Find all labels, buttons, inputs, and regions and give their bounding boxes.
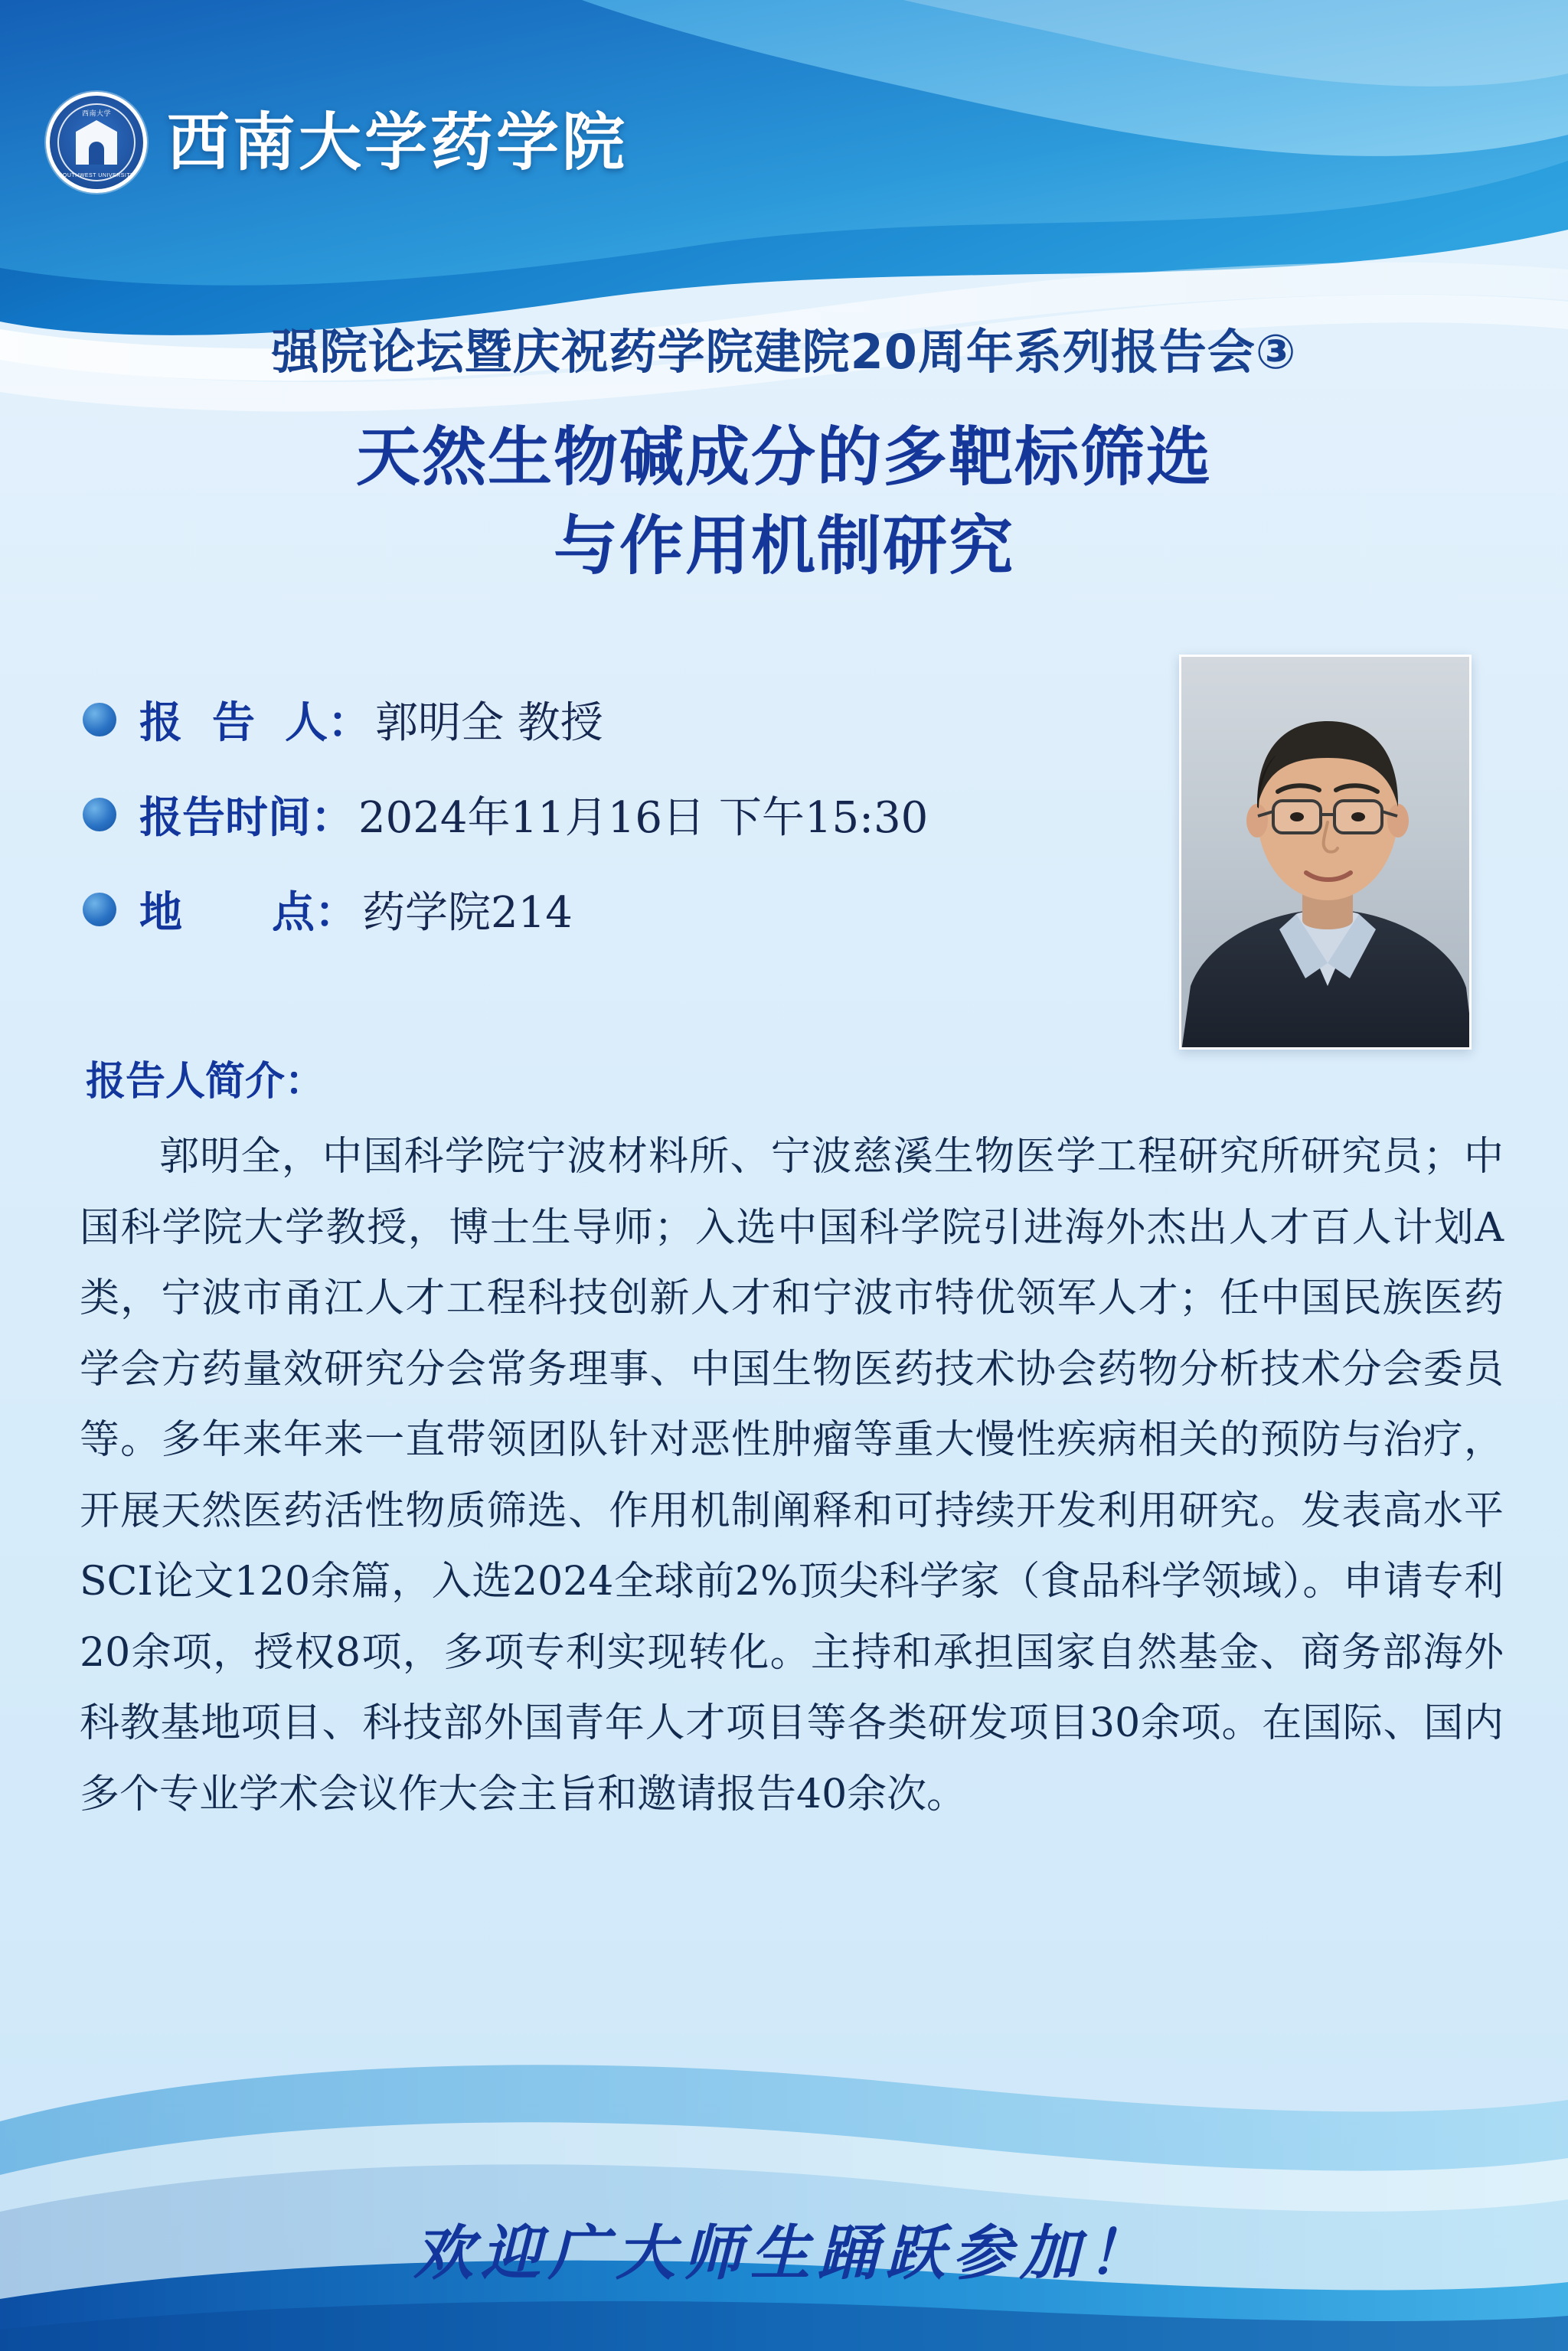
speaker-portrait xyxy=(1179,655,1472,1050)
main-title-line-2: 与作用机制研究 xyxy=(553,508,1014,583)
info-row-speaker xyxy=(83,689,1101,750)
institution-logo xyxy=(46,92,628,193)
bio-heading: 报告人简介： xyxy=(86,1059,325,1105)
logo-text: 西南大学药学院 xyxy=(167,106,629,179)
bullet-icon xyxy=(83,798,116,831)
bio-text: 郭明全，中国科学院宁波材料所、宁波慈溪生物医学工程研究所研究员；中国科学院大学教授，博士生导师；入选中国科学院引进海外杰出人才百人计划A类，宁波市甬江人才工程科技创新人才和宁波市特优领军人才；任中国民族医药学会方药量效研究分会常务理事、中国生物医药技术协会药物分析技术分会委员等。多年来年来一直带领团队针对恶性肿瘤等重大慢性疾病相关的预防与治疗，开展天然医药活性物质筛选、作用机制阐释和可持续开发利用研究。发表高水平SCI论文120余篇，入选2024全球前2%顶尖科学家（食品科学领域）。申请专利20余项，授权8项，多项专利实现转化。主持和承担国家自然基金、商务部海外科教基地项目、科技部外国青年人才项目等各类研发项目30余项。在国际、国内多个专业学术会议作大会主旨和邀请报告40余次。 xyxy=(80,1134,1504,1817)
welcome-slogan: 欢迎广大师生踊跃参加！ xyxy=(413,2219,1155,2288)
speaker-label: 报 告 人： xyxy=(139,698,371,748)
university-seal-icon xyxy=(46,92,147,193)
event-info xyxy=(83,689,1101,974)
bullet-icon xyxy=(83,893,116,926)
location-label: 地 点： xyxy=(139,888,358,938)
info-row-time xyxy=(83,784,1101,845)
bullet-icon xyxy=(83,703,116,736)
page-title xyxy=(0,413,1568,591)
bottom-banner xyxy=(0,2029,1568,2351)
time-label: 报告时间： xyxy=(139,793,354,843)
series-title: 强院论坛暨庆祝药学院建院20周年系列报告会③ xyxy=(271,324,1297,380)
info-row-location xyxy=(83,879,1101,940)
seal-top-text: 西南大学 xyxy=(81,109,111,117)
seal-bottom-text: SOUTHWEST UNIVERSITY xyxy=(58,173,135,178)
speaker-value: 郭明全 教授 xyxy=(374,698,603,748)
location-value: 药学院214 xyxy=(361,888,573,938)
main-title-line-1: 天然生物碱成分的多靶标筛选 xyxy=(355,420,1212,495)
time-value: 2024年11月16日 下午15:30 xyxy=(358,793,929,843)
